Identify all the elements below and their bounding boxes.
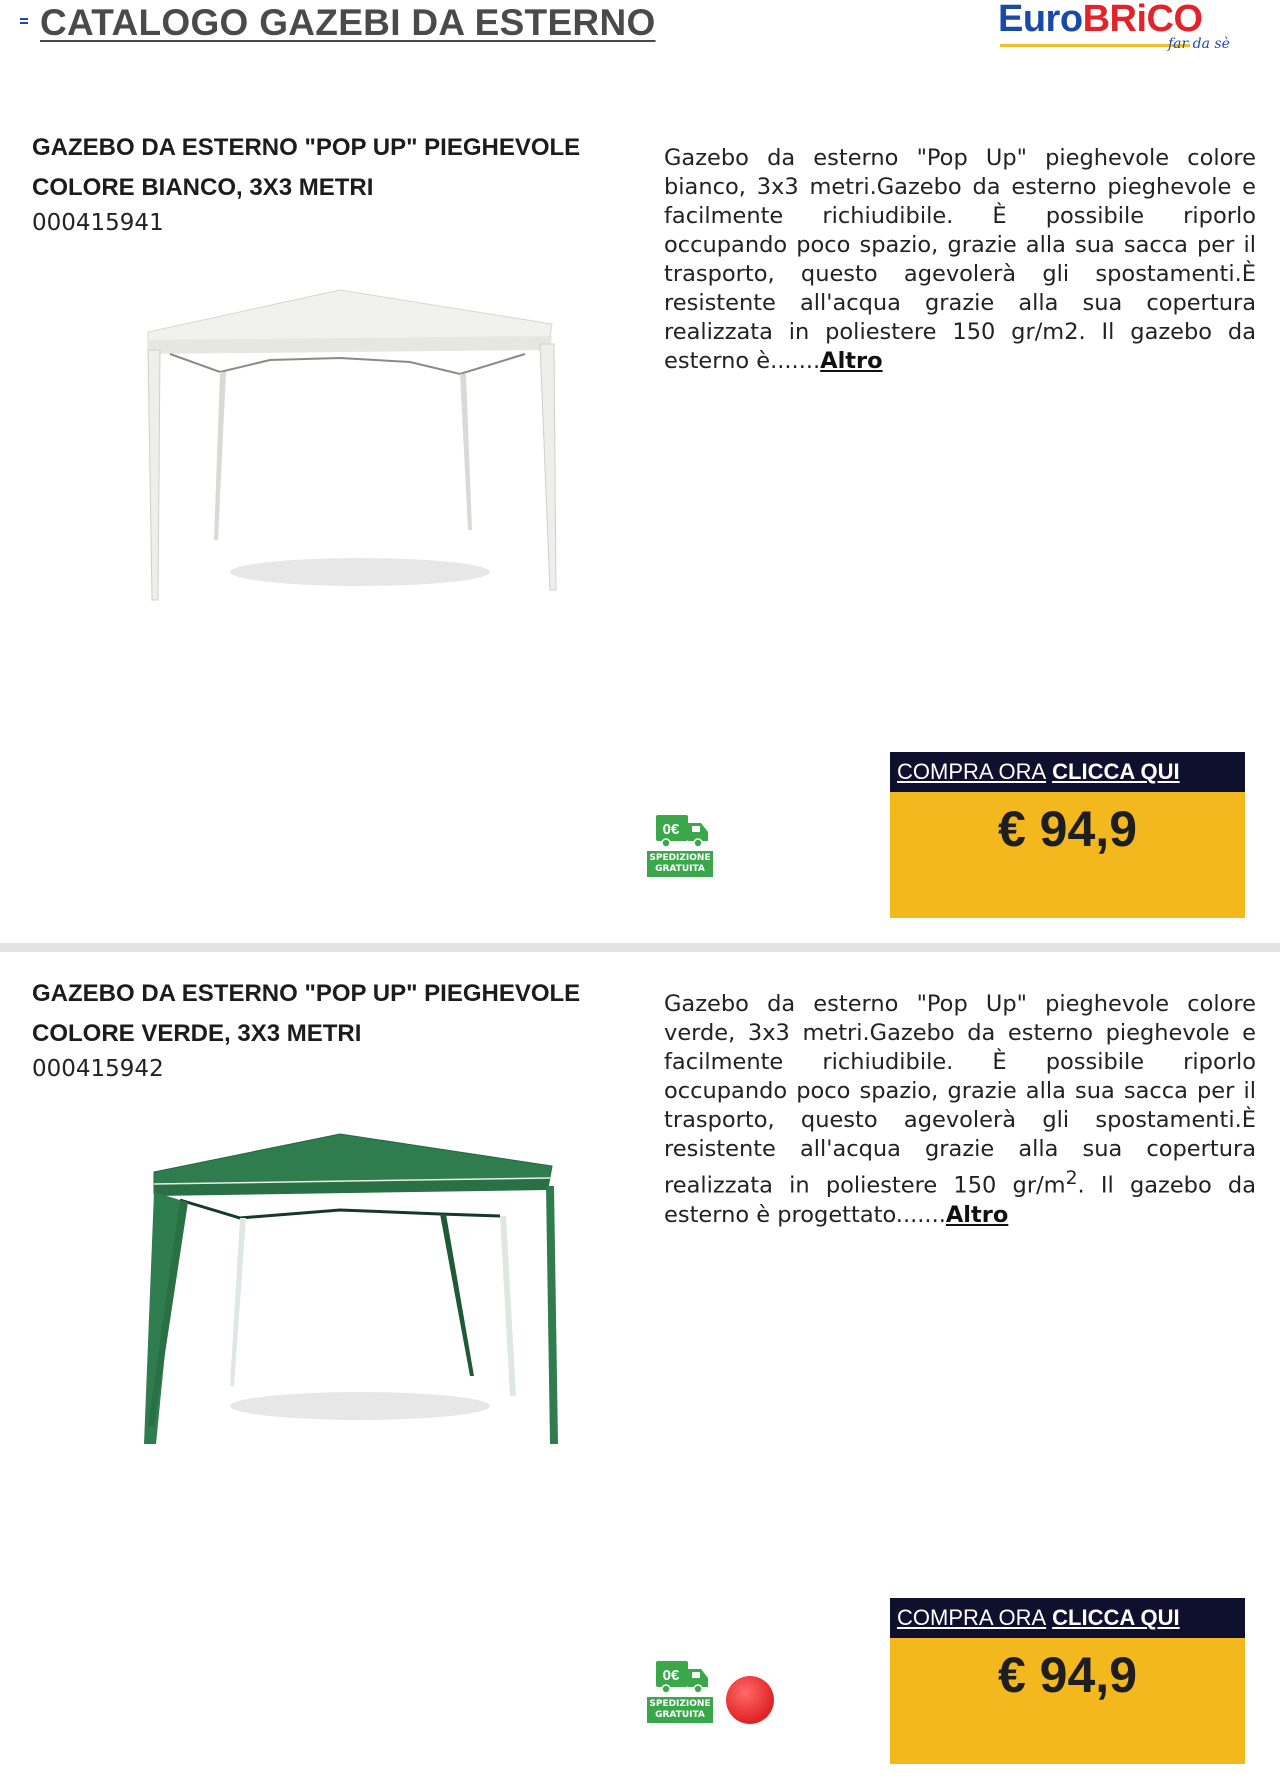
product-name: GAZEBO DA ESTERNO "POP UP" PIEGHEVOLE COLORE BIANCO, 3X3 METRI xyxy=(32,134,581,201)
product-price: € 94,9 xyxy=(997,1647,1137,1703)
buy-now-link[interactable]: COMPRA ORA xyxy=(897,759,1047,784)
click-here-link[interactable]: CLICCA QUI xyxy=(1052,1605,1180,1630)
product-code: 000415942 xyxy=(32,1056,164,1082)
price-box[interactable] xyxy=(890,752,1245,918)
product-description-text: Gazebo da esterno "Pop Up" pieghevole colore verde, 3x3 metri.Gazebo da esterno pieghevole e facilmente richiudibile. È possibile riporlo occupando poco spazio, grazie alla sua sacca per il trasporto, questo agevolerà gli spostamenti.È resistente all'acqua grazie alla sua copertura realizzata in poliestere 150 gr/m xyxy=(664,991,1256,1199)
shipping-label: SPEDIZIONE GRATUITA xyxy=(647,1697,713,1723)
logo-euro-text: Euro xyxy=(998,0,1083,40)
product-card-white-gazebo xyxy=(0,100,1280,945)
product-price: € 94,9 xyxy=(997,801,1137,857)
shipping-amount: 0€ xyxy=(662,821,680,838)
red-dot-icon[interactable] xyxy=(726,1676,774,1724)
free-shipping-badge xyxy=(647,813,713,879)
buy-now-link[interactable]: COMPRA ORA xyxy=(897,1605,1047,1630)
click-here-link[interactable]: CLICCA QUI xyxy=(1052,759,1180,784)
eurobrico-logo[interactable] xyxy=(994,0,1254,58)
product-image-green-gazebo[interactable] xyxy=(140,1126,560,1466)
product-description xyxy=(664,990,1256,1230)
product-name: GAZEBO DA ESTERNO "POP UP" PIEGHEVOLE COLORE VERDE, 3X3 METRI xyxy=(32,980,581,1047)
product-card-green-gazebo xyxy=(0,946,1280,1791)
buy-bar xyxy=(890,752,1245,792)
page-header xyxy=(0,0,1280,60)
buy-bar xyxy=(890,1598,1245,1638)
logo-brico-text: BRiCO xyxy=(1082,0,1203,40)
free-shipping-badge xyxy=(647,1659,713,1725)
superscript-two: 2 xyxy=(1065,1168,1078,1189)
product-description xyxy=(664,144,1256,376)
price-box[interactable] xyxy=(890,1598,1245,1764)
logo-underline xyxy=(1000,44,1190,47)
shipping-label: SPEDIZIONE GRATUITA xyxy=(647,851,713,877)
product-description-text-end: . Il gazebo da esterno è progettato....... xyxy=(664,1172,1256,1228)
logo-wordmark xyxy=(998,0,1203,41)
logo-tagline: far da sè xyxy=(1168,36,1230,52)
product-image-white-gazebo[interactable] xyxy=(140,280,560,620)
truck-icon xyxy=(655,813,709,847)
more-link[interactable]: Altro xyxy=(945,1201,1009,1228)
shipping-amount: 0€ xyxy=(662,1667,680,1684)
product-code: 000415941 xyxy=(32,210,164,236)
more-link[interactable]: Altro xyxy=(820,348,883,374)
catalog-title[interactable]: CATALOGO GAZEBI DA ESTERNO xyxy=(40,2,656,43)
product-description-text: Gazebo da esterno "Pop Up" pieghevole colore bianco, 3x3 metri.Gazebo da esterno pieghevole e facilmente richiudibile. È possibile riporlo occupando poco spazio, grazie alla sua sacca per il trasporto, questo agevolerà gli spostamenti.È resistente all'acqua grazie alla sua copertura realizzata in poliestere 150 gr/m2. Il gazebo da esterno è....... xyxy=(664,145,1256,374)
menu-icon[interactable] xyxy=(20,18,28,26)
truck-icon xyxy=(655,1659,709,1693)
